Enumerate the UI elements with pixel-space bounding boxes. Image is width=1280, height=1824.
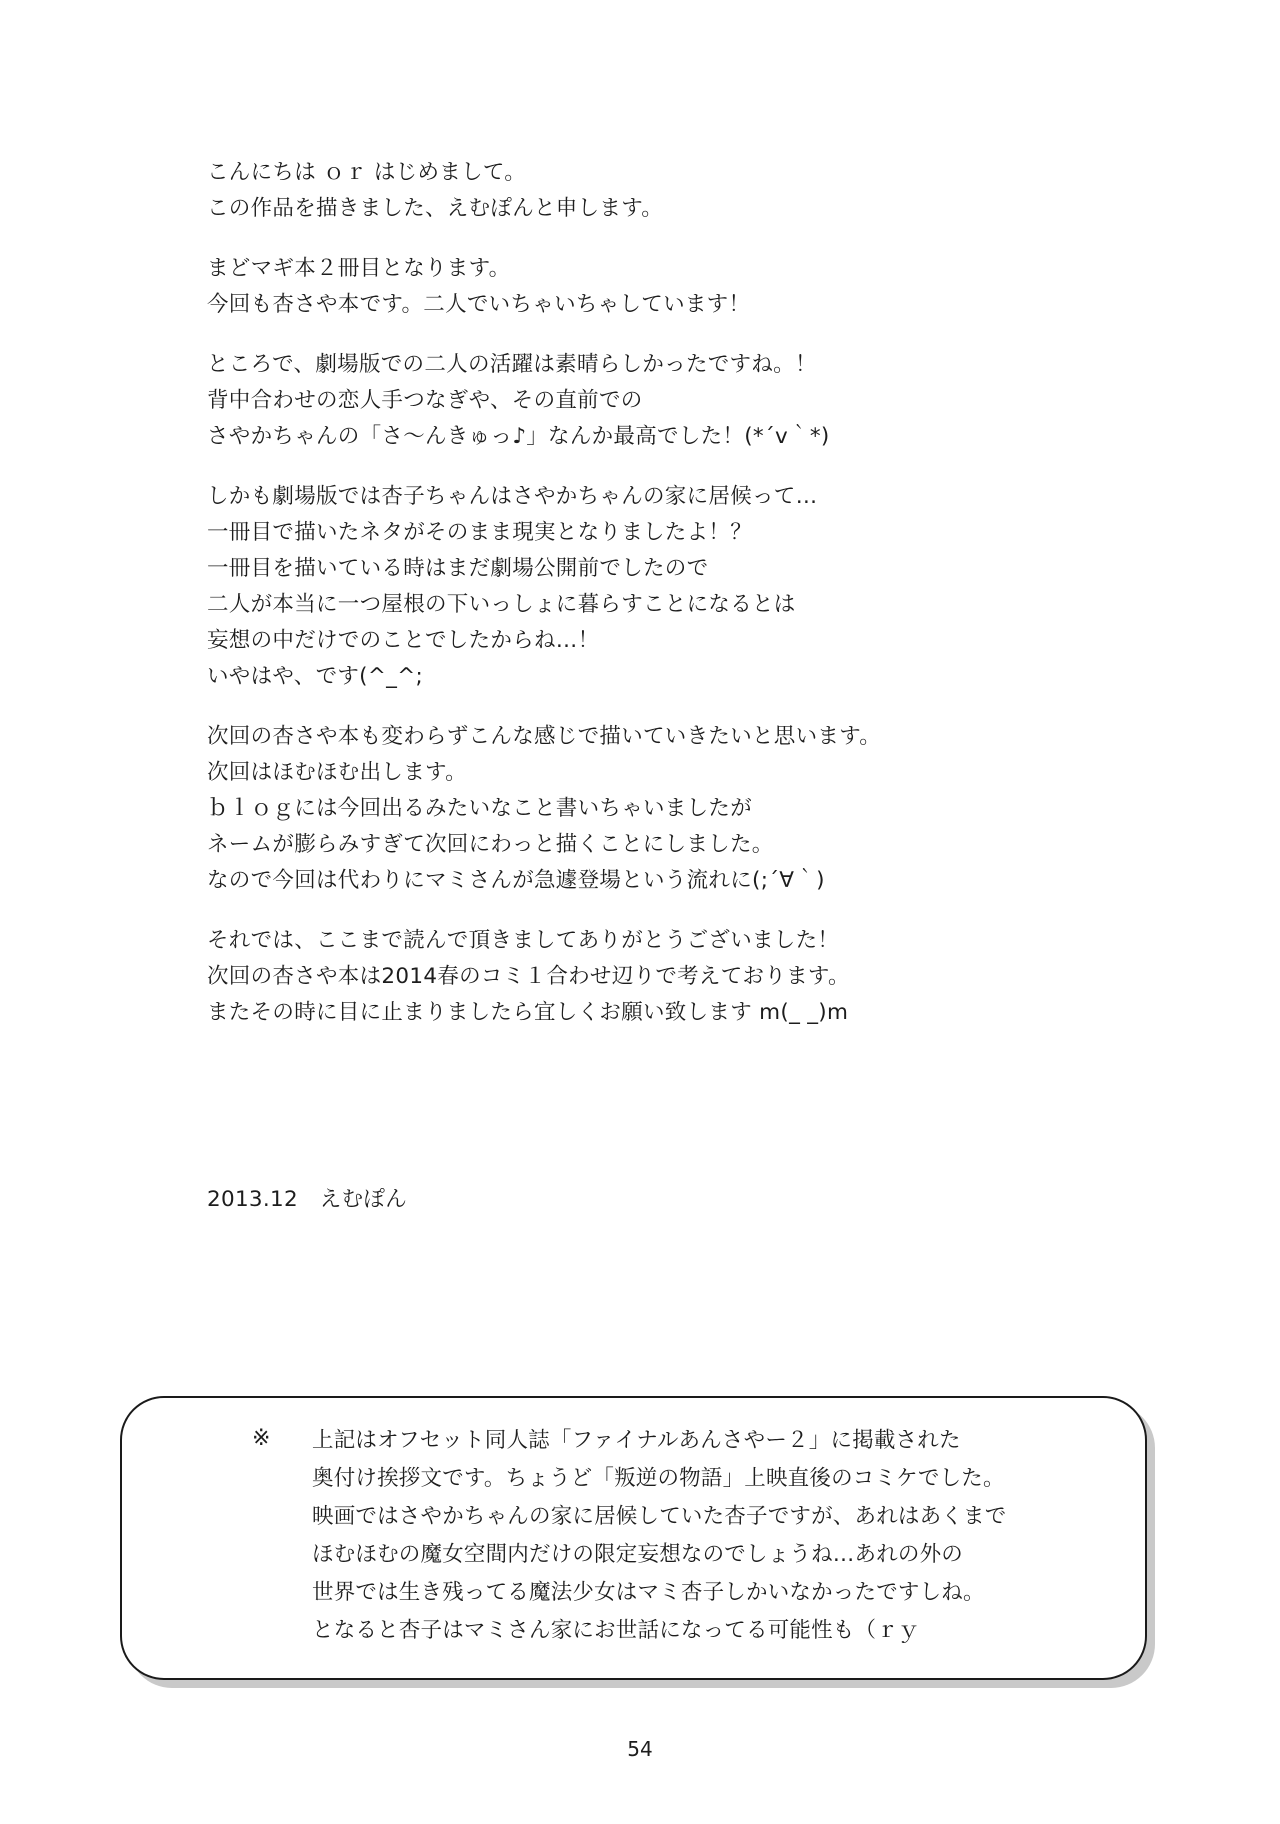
afterword-line: まどマギ本２冊目となります。 [207, 256, 511, 281]
afterword-paragraph-6 [207, 923, 1107, 1031]
afterword-line: 次回の杏さや本は2014春のコミ１合わせ辺りで考えております。 [207, 964, 850, 989]
afterword-line: 一冊目を描いている時はまだ劇場公開前でしたので [207, 556, 709, 581]
afterword-line: それでは、ここまで読んで頂きましてありがとうございました！ [207, 928, 840, 953]
afterword-line: いやはや、です(^_^; [207, 664, 424, 689]
afterword-line: ｂｌｏｇには今回出るみたいなこと書いちゃいましたが [207, 796, 753, 821]
afterword-text-block [207, 155, 1107, 1031]
afterword-line: しかも劇場版では杏子ちゃんはさやかちゃんの家に居候って… [207, 484, 818, 509]
note-line: ほむほむの魔女空間内だけの限定妄想なのでしょうね…あれの外の [312, 1542, 964, 1567]
afterword-line: この作品を描きました、えむぽんと申します。 [207, 196, 664, 221]
note-text-block [312, 1422, 1122, 1650]
afterword-line: またその時に目に止まりましたら宜しくお願い致します m(_ _)m [207, 1000, 849, 1025]
afterword-line: さやかちゃんの「さ〜んきゅっ♪」なんか最高でした！(*´v｀*) [207, 424, 830, 449]
afterword-line: 次回はほむほむ出します。 [207, 760, 467, 785]
afterword-line: 今回も杏さや本です。二人でいちゃいちゃしています！ [207, 292, 751, 317]
afterword-paragraph-2 [207, 251, 1107, 323]
note-line: 奥付け挨拶文です。ちょうど「叛逆の物語」上映直後のコミケでした。 [312, 1466, 1005, 1491]
afterword-line: 背中合わせの恋人手つなぎや、その直前での [207, 388, 643, 413]
afterword-line: 次回の杏さや本も変わらずこんな感じで描いていきたいと思います。 [207, 724, 882, 749]
page-number: 54 [627, 1737, 653, 1761]
afterword-line: ところで、劇場版での二人の活躍は素晴らしかったですね。！ [207, 352, 817, 377]
afterword-line: 妄想の中だけでのことでしたからね…！ [207, 628, 600, 653]
afterword-paragraph-4 [207, 479, 1107, 695]
afterword-signature: 2013.12 えむぽん [207, 1187, 408, 1212]
note-box [120, 1396, 1147, 1680]
afterword-line: 一冊目で描いたネタがそのまま現実となりましたよ！？ [207, 520, 753, 545]
afterword-paragraph-1 [207, 155, 1107, 227]
note-line: となると杏子はマミさん家にお世話になってる可能性も（ｒｙ [312, 1618, 920, 1643]
note-line: 世界では生き残ってる魔法少女はマミ杏子しかいなかったですしね。 [312, 1580, 985, 1605]
afterword-paragraph-5 [207, 719, 1107, 899]
note-marker: ※ [252, 1426, 271, 1451]
afterword-line: 二人が本当に一つ屋根の下いっしょに暮らすことになるとは [207, 592, 796, 617]
afterword-line: なので今回は代わりにマミさんが急遽登場という流れに(;´∀｀) [207, 868, 825, 893]
afterword-line: こんにちは ｏｒ はじめまして。 [207, 160, 527, 185]
afterword-paragraph-3 [207, 347, 1107, 455]
afterword-line: ネームが膨らみすぎて次回にわっと描くことにしました。 [207, 832, 774, 857]
note-line: 映画ではさやかちゃんの家に居候していた杏子ですが、あれはあくまで [312, 1504, 1007, 1529]
note-line: 上記はオフセット同人誌「ファイナルあんさやー２」に掲載された [312, 1428, 961, 1453]
